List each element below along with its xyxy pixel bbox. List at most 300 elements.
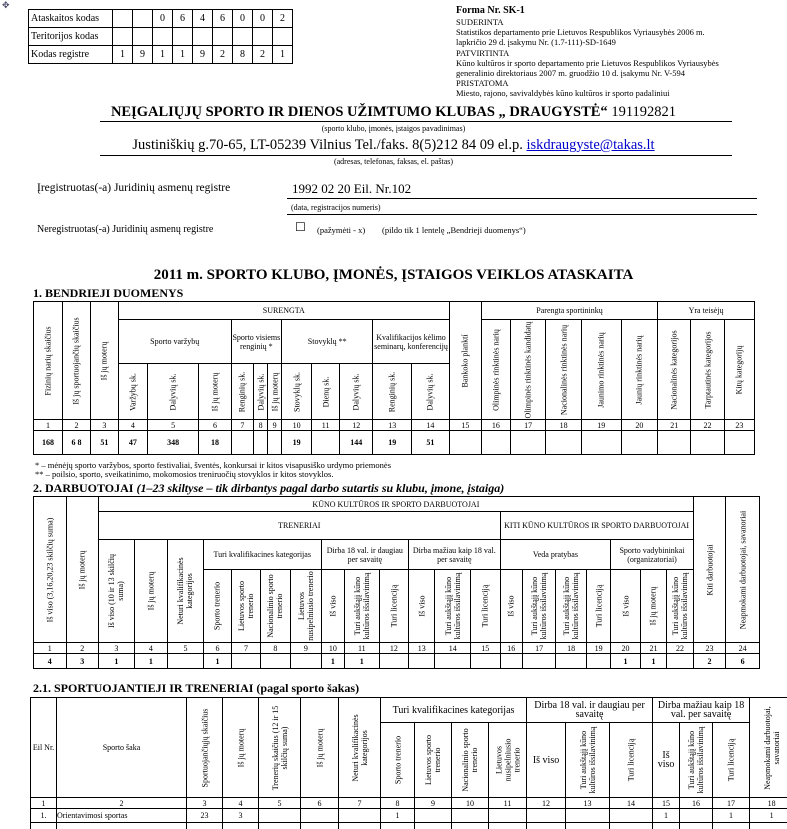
header-text: Turi aukštąjį kūno kultūros išsilavinimą: [687, 726, 706, 794]
header-text: Neturi kvalifikacinės kategorijos: [350, 713, 369, 782]
data-cell[interactable]: 2: [693, 654, 726, 669]
report-title: 2011 m. SPORTO KLUBO, ĮMONĖS, ĮSTAIGOS VEIKLOS ATASKAITA: [153, 267, 634, 283]
approval-line: lapkričio 29 d. įsakymu Nr. (1.7-111)-SD-1649: [456, 37, 616, 48]
approval-line: PRISTATOMA: [456, 78, 509, 89]
data-cell[interactable]: 1: [99, 654, 135, 669]
col-header: [168, 540, 204, 643]
data-cell[interactable]: [610, 809, 653, 823]
group-header: Turi kvalifikacines kategorijas: [381, 698, 527, 723]
data-cell[interactable]: 1: [134, 654, 168, 669]
column-number: 11: [312, 420, 340, 431]
col-header: [66, 497, 99, 643]
header-text: Nacionalinio sporto trenerio: [266, 574, 285, 638]
code-digit: [193, 28, 213, 46]
data-cell[interactable]: [500, 654, 522, 669]
header-text: Iš jų sportuojančių skaičius: [71, 316, 81, 405]
column-number: 18: [556, 643, 586, 654]
data-cell[interactable]: 1: [321, 654, 344, 669]
data-cell[interactable]: [339, 809, 381, 823]
col-header: [301, 698, 339, 798]
code-digit: 9: [133, 46, 153, 64]
code-digit: [113, 10, 133, 28]
column-number: 17: [713, 798, 750, 809]
address-caption: (adresas, telefonas, faksas, el. paštas): [333, 157, 454, 166]
header-text: Iš jų moterų: [270, 372, 280, 411]
column-number: 9: [268, 420, 282, 431]
header-text: Fizinių narių skaičius: [43, 326, 53, 395]
column-number: 12: [379, 643, 408, 654]
data-cell[interactable]: 1: [640, 654, 666, 669]
data-cell[interactable]: [312, 431, 340, 455]
data-cell[interactable]: 1: [750, 809, 787, 823]
column-number: 7: [232, 643, 260, 654]
group-header: Sporto visiems renginių *: [231, 320, 281, 364]
group-header: Kvalifikacijos kėlimo seminarų, konferencijų: [373, 320, 449, 364]
col-header: [340, 364, 373, 420]
column-number: 1: [34, 643, 67, 654]
header-text: Dalyvių sk.: [425, 373, 435, 410]
divider: [287, 214, 757, 215]
data-cell[interactable]: [268, 431, 282, 455]
col-header: [259, 698, 301, 798]
code-digit: [233, 28, 253, 46]
col-header: [321, 570, 344, 643]
data-cell[interactable]: [301, 809, 339, 823]
code-digit: 4: [193, 10, 213, 28]
header-text: Dienų sk.: [321, 376, 331, 407]
data-cell[interactable]: 4: [34, 654, 67, 669]
header-text: Lietuvos nusipelniusio trenerio: [296, 571, 315, 641]
data-cell[interactable]: [409, 654, 435, 669]
column-number: 1: [34, 420, 63, 431]
data-cell[interactable]: 168: [34, 431, 63, 455]
code-digit: 8: [233, 46, 253, 64]
code-digit: 1: [153, 46, 173, 64]
code-digit: [133, 28, 153, 46]
approval-line: Statistikos departamento prie Lietuvos Respublikos Vyriausybės 2006 m.: [456, 27, 705, 38]
header-text: Iš viso: [328, 595, 338, 617]
data-cell[interactable]: [581, 431, 621, 455]
email-link[interactable]: iskdraugyste@takas.lt: [526, 137, 655, 153]
header-text: Iš viso (3,16,20,23 skilčių suma): [45, 517, 55, 622]
col-header: [282, 364, 312, 420]
code-digit: 1: [173, 46, 193, 64]
column-number: 7: [339, 798, 381, 809]
header-text: Turi licenciją: [626, 738, 636, 782]
code-digit: 0: [153, 10, 173, 28]
data-cell[interactable]: 1: [653, 809, 680, 823]
col-header: [415, 723, 452, 798]
column-number-row: [34, 643, 760, 654]
data-cell[interactable]: 19: [282, 431, 312, 455]
group-header: Parengta sportininkų: [481, 302, 657, 320]
data-cell[interactable]: 3: [223, 809, 259, 823]
registration-value: 1992 02 20 Eil. Nr.102: [292, 181, 412, 196]
group-header: KŪNO KULTŪROS IR SPORTO DARBUOTOJAI: [99, 497, 694, 512]
column-number: 17: [522, 643, 556, 654]
header-text: Jaunių rinktinės narių: [634, 334, 644, 405]
header-text: Renginių sk.: [237, 371, 247, 412]
col-header: [481, 320, 510, 420]
data-row-empty: [31, 823, 787, 829]
column-number: 14: [412, 420, 450, 431]
header-text: Sportuojančiųjų skaičius: [200, 708, 209, 787]
data-cell[interactable]: 1: [345, 654, 380, 669]
col-header: [373, 364, 412, 420]
header-text: Iš jų moterų: [99, 341, 109, 380]
col-header: [611, 570, 640, 643]
col-header: [640, 570, 666, 643]
column-number: 20: [611, 643, 640, 654]
header-text: Turi licenciją: [594, 584, 604, 628]
header-text: Iš viso: [417, 595, 427, 617]
header-text: Lietuvos sporto trenerio: [236, 581, 255, 631]
codes-table: [28, 9, 293, 64]
footnote: * – mėnėjų sporto varžybos, sporto festivaliai, šventės, konkursai ir kitos visapusiško urdymo priemonės: [35, 460, 392, 470]
col-header: [34, 497, 67, 643]
data-cell[interactable]: [724, 431, 754, 455]
header-text: Dalyvių sk.: [256, 373, 266, 410]
header-text: Jaunimo rinktinės narių: [596, 331, 606, 408]
data-cell[interactable]: [621, 431, 658, 455]
col-header: [63, 302, 91, 420]
data-cell[interactable]: [232, 654, 260, 669]
data-cell[interactable]: 51: [412, 431, 450, 455]
data-cell[interactable]: [510, 431, 545, 455]
code-digit: 1: [113, 46, 133, 64]
group-header: Dirba 18 val. ir daugiau per savaitę: [321, 540, 408, 570]
header-text: Iš viso (10 ir 13 skilčių suma): [107, 554, 126, 628]
data-cell[interactable]: [566, 809, 610, 823]
col-header: [667, 570, 694, 643]
header-text: Nacionalinio sporto trenerio: [461, 728, 479, 792]
header-text: Iš jų moterų: [146, 571, 156, 611]
header-text: Turi licenciją: [480, 584, 490, 628]
approval-line: generalinio direktoriaus 2007 m. gruodžio 10 d. įsakymu Nr. V-594: [456, 68, 685, 79]
header-text: Olimpinės rinktinės kandidatų: [523, 321, 533, 418]
code-row-register: [29, 46, 293, 64]
header-text: Lietuvos nusipelniusio trenerio: [494, 738, 521, 782]
col-header: Eil Nr.: [31, 698, 57, 798]
col-header: [435, 570, 471, 643]
col-header: [312, 364, 340, 420]
column-number: 6: [203, 643, 231, 654]
code-digit: 0: [233, 10, 253, 28]
data-cell[interactable]: 18: [199, 431, 231, 455]
col-header: Iš viso: [653, 723, 680, 798]
group-header: Veda pratybas: [500, 540, 611, 570]
divider: [287, 198, 757, 199]
col-header: [452, 723, 489, 798]
header-text: Olimpinės rinktinės narių: [491, 328, 501, 411]
column-number: 1: [31, 798, 57, 809]
column-number: 15: [653, 798, 680, 809]
code-digit: 0: [253, 10, 273, 28]
col-header: [412, 364, 450, 420]
col-header: [471, 570, 500, 643]
header-text: Turi aukštąjį kūno kultūros išsilavinimą: [530, 572, 549, 640]
header-text: Iš viso: [506, 595, 516, 617]
data-cell[interactable]: [231, 431, 254, 455]
data-cell[interactable]: [658, 431, 691, 455]
column-number: 22: [691, 420, 724, 431]
code-digit: 6: [173, 10, 193, 28]
registration-caption: (data, registracijos numeris): [291, 203, 381, 212]
data-cell[interactable]: 19: [373, 431, 412, 455]
data-cell[interactable]: Orientavimosi sportas: [57, 809, 187, 823]
col-header: [750, 698, 787, 798]
col-header: [724, 320, 754, 420]
group-header: Dirba 18 val. ir daugiau per savaitę: [527, 698, 653, 723]
header-text: Kitų kategorijų: [734, 345, 744, 394]
column-number-row: [34, 420, 755, 431]
code-digit: [173, 28, 193, 46]
data-cell[interactable]: [546, 431, 581, 455]
organization-name: NEĮGALIŲJŲ SPORTO IR DIENOS UŽIMTUMO KLUBAS „ DRAUGYSTĖ“ 191192821: [110, 104, 677, 120]
col-header: [203, 570, 231, 643]
header-text: Turi aukštąjį kūno kultūros išsilavinimą: [562, 572, 581, 640]
column-number: 8: [260, 643, 290, 654]
col-header: [231, 364, 254, 420]
data-cell[interactable]: [291, 654, 321, 669]
column-number: 15: [471, 643, 500, 654]
data-cell[interactable]: [556, 654, 586, 669]
column-number: 19: [586, 643, 610, 654]
header-text: Nacionalinės rinktinės narių: [559, 324, 569, 415]
mark-hint: (pažymėti - x): [317, 225, 366, 235]
data-cell[interactable]: 23: [187, 809, 223, 823]
data-cell[interactable]: [586, 654, 610, 669]
col-header: [339, 698, 381, 798]
column-number: 23: [724, 420, 754, 431]
data-cell[interactable]: [471, 654, 500, 669]
data-cell[interactable]: 348: [147, 431, 199, 455]
header-text: Turi licenciją: [389, 584, 399, 628]
col-header: [621, 320, 658, 420]
column-number: 10: [282, 420, 312, 431]
header-text: Neapmokami darbuotojai, savanoriai: [762, 705, 781, 790]
organization-address: Justiniškių g.70-65, LT-05239 Vilnius Tel./faks. 8(5)212 84 09 el.p. iskdraugyste@takas.lt: [132, 137, 655, 153]
col-header: [546, 320, 581, 420]
col-header: [726, 497, 760, 643]
header-text: Dalyvių sk.: [168, 373, 178, 410]
col-header: [199, 364, 231, 420]
code-digit: [133, 10, 153, 28]
header-text: Neapmokami darbuotojai, savanoriai: [738, 510, 748, 629]
header-text: Iš jų moterų: [210, 372, 220, 411]
column-number: 8: [381, 798, 415, 809]
group-header: Turi kvalifikacines kategorijas: [203, 540, 321, 570]
column-number: 24: [726, 643, 760, 654]
col-header: [34, 302, 63, 420]
code-label: Teritorijos kodas: [29, 28, 113, 46]
column-number: 13: [566, 798, 610, 809]
col-header: [586, 570, 610, 643]
column-number: 5: [168, 643, 204, 654]
data-cell[interactable]: [522, 654, 556, 669]
data-cell[interactable]: 1: [203, 654, 231, 669]
approval-line: Kūno kultūros ir sporto departamento prie Lietuvos Respublikos Vyriausybės: [456, 57, 719, 68]
data-cell[interactable]: [415, 809, 452, 823]
col-header: [147, 364, 199, 420]
data-cell[interactable]: [379, 654, 408, 669]
data-cell[interactable]: 47: [118, 431, 147, 455]
header-text: Turi aukštąjį kūno kultūros išsilavinimą: [670, 572, 689, 640]
col-header: [187, 698, 223, 798]
header-text: Lietuvos sporto trenerio: [424, 735, 442, 785]
group-header: KITI KŪNO KULTŪROS IR SPORTO DARBUOTOJAI: [500, 512, 693, 540]
data-row: [34, 654, 760, 669]
unregistered-checkbox[interactable]: ☐: [295, 220, 306, 234]
header-text: Stovyklų sk.: [292, 371, 302, 412]
column-number: 14: [610, 798, 653, 809]
header-text: Turi licenciją: [726, 738, 736, 782]
column-number: 12: [340, 420, 373, 431]
header-text: Sporto trenerio: [212, 581, 222, 631]
header-text: Turi aukštąjį kūno kultūros išsilavinimą: [578, 726, 597, 794]
column-number: 12: [527, 798, 566, 809]
column-number: 4: [223, 798, 259, 809]
column-number: 17: [510, 420, 545, 431]
column-number: 9: [291, 643, 321, 654]
column-number: 5: [259, 798, 301, 809]
col-header: Iš viso: [527, 723, 566, 798]
code-digit: 1: [273, 46, 293, 64]
data-cell[interactable]: 1: [713, 809, 750, 823]
column-number: 13: [373, 420, 412, 431]
column-number: 13: [409, 643, 435, 654]
col-header: [223, 698, 259, 798]
group-header: Sporto vadybininkai (organizatoriai): [611, 540, 693, 570]
data-row: [34, 431, 755, 455]
header-text: Varžybų sk.: [128, 372, 138, 411]
col-header: [680, 723, 713, 798]
group-header: Yra teisėjų: [658, 302, 755, 320]
data-cell[interactable]: 1: [611, 654, 640, 669]
col-header: [379, 570, 408, 643]
move-anchor-icon[interactable]: ✥: [2, 0, 10, 10]
code-digit: 2: [273, 10, 293, 28]
data-cell[interactable]: [260, 654, 290, 669]
code-digit: [253, 28, 273, 46]
code-label: Kodas registre: [29, 46, 113, 64]
col-header: [522, 570, 556, 643]
group-header: Dirba mažiau kaip 18 val. per savaitę: [409, 540, 500, 570]
data-cell[interactable]: 1.: [31, 809, 57, 823]
header-text: Turi aukštąjį kūno kultūros išsilavinimą: [352, 572, 371, 640]
data-cell[interactable]: 144: [340, 431, 373, 455]
col-header: [713, 723, 750, 798]
form-number: Forma Nr. SK-1: [456, 5, 525, 16]
column-number: 14: [435, 643, 471, 654]
col-header: [118, 364, 147, 420]
registered-label: Įregistruotas(-a) Juridinių asmenų registre: [37, 182, 231, 194]
footnote: ** – poilsio, sporto, sveikatinimo, mokomosios treniruočių stovyklos ir kitos stovyklos.: [35, 469, 334, 479]
column-number: 16: [680, 798, 713, 809]
col-header: [489, 723, 527, 798]
fill-hint: (pildo tik 1 lentelę „Bendrieji duomenys“): [382, 225, 526, 235]
athletes-trainers-table: [30, 697, 787, 829]
col-header: [581, 320, 621, 420]
col-header: [99, 540, 135, 643]
data-cell[interactable]: [527, 809, 566, 823]
data-cell[interactable]: [254, 431, 268, 455]
col-header: [232, 570, 260, 643]
data-cell[interactable]: 1: [381, 809, 415, 823]
data-cell[interactable]: [452, 809, 489, 823]
col-header: [610, 723, 653, 798]
group-header: TRENERIAI: [99, 512, 500, 540]
approval-line: PATVIRTINTA: [456, 47, 510, 58]
header-text: Iš jų moterų: [648, 586, 658, 626]
data-cell[interactable]: [259, 809, 301, 823]
column-number: 23: [693, 643, 726, 654]
col-header: [90, 302, 118, 420]
col-header: [691, 320, 724, 420]
col-header: [449, 302, 481, 420]
column-number: 18: [546, 420, 581, 431]
column-number: 4: [134, 643, 168, 654]
col-header: [381, 723, 415, 798]
header-text: Iš jų moterų: [315, 728, 324, 767]
column-number: 2: [57, 798, 187, 809]
section-2-1-title: 2.1. SPORTUOJANTIEJI IR TRENERIAI (pagal sporto šakas): [33, 681, 360, 695]
data-cell[interactable]: [489, 809, 527, 823]
column-number: 21: [640, 643, 666, 654]
col-header: [134, 540, 168, 643]
code-digit: 2: [253, 46, 273, 64]
code-digit: [213, 28, 233, 46]
data-cell[interactable]: 51: [90, 431, 118, 455]
data-cell[interactable]: 6 8: [63, 431, 91, 455]
data-cell[interactable]: [691, 431, 724, 455]
code-digit: 2: [213, 46, 233, 64]
col-header: [693, 497, 726, 643]
column-number: 19: [581, 420, 621, 431]
data-cell[interactable]: 3: [66, 654, 99, 669]
section-2-title: 2. DARBUOTOJAI (1–23 skiltyse – tik dirbantys pagal darbo sutartis su klubu, įmone, įstaiga): [33, 481, 505, 495]
data-cell[interactable]: 6: [726, 654, 760, 669]
col-header: Sporto šaka: [57, 698, 187, 798]
header-text: Bankoko planktí: [460, 333, 470, 388]
divider: [100, 121, 732, 122]
header-text: Turi aukštąjį kūno kultūros išsilavinimą: [443, 572, 462, 640]
column-number: 18: [750, 798, 787, 809]
column-number: 9: [415, 798, 452, 809]
col-header: [556, 570, 586, 643]
data-cell[interactable]: [168, 654, 204, 669]
header-text: Renginių sk.: [387, 371, 397, 412]
data-cell[interactable]: [481, 431, 510, 455]
section-1-title: 1. BENDRIEJI DUOMENYS: [33, 286, 184, 300]
column-number: 15: [449, 420, 481, 431]
column-number: 5: [147, 420, 199, 431]
data-cell[interactable]: [680, 809, 713, 823]
column-number: 2: [63, 420, 91, 431]
data-cell[interactable]: [667, 654, 694, 669]
column-number: 7: [231, 420, 254, 431]
column-number-row: [31, 798, 787, 809]
data-row: [31, 809, 787, 823]
column-number: 4: [118, 420, 147, 431]
data-cell[interactable]: [449, 431, 481, 455]
header-text: Nacionalinės kategorijos: [669, 329, 679, 410]
group-header: Dirba mažiau kaip 18 val. per savaitę: [653, 698, 750, 723]
col-header: [345, 570, 380, 643]
column-number: 16: [481, 420, 510, 431]
header-text: Iš jų moterų: [77, 550, 87, 589]
data-cell[interactable]: [435, 654, 471, 669]
